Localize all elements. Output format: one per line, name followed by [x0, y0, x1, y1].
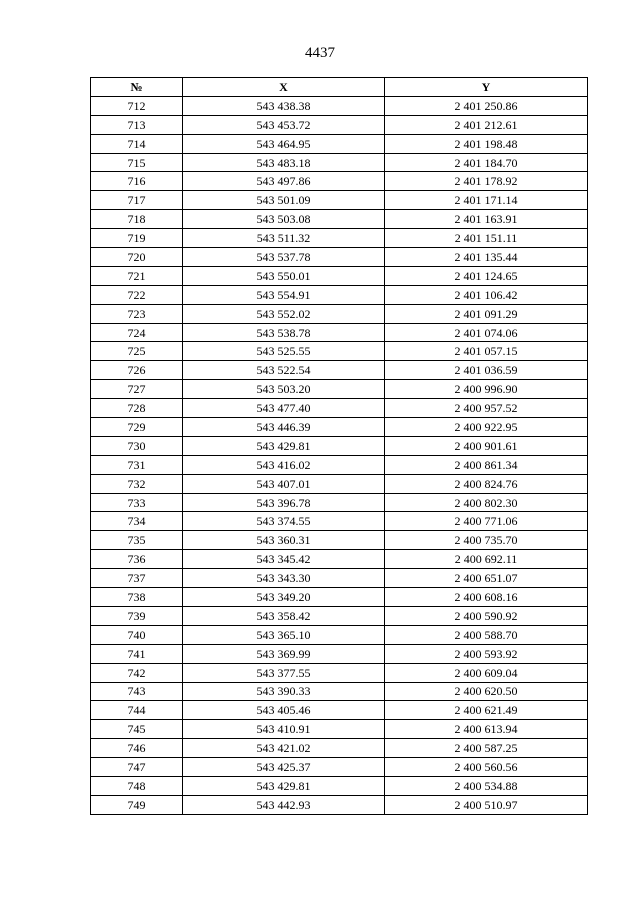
cell-y: 2 400 692.11: [385, 550, 588, 569]
cell-number: 734: [91, 512, 183, 531]
cell-x: 543 374.55: [183, 512, 385, 531]
cell-x: 543 429.81: [183, 776, 385, 795]
table-row: [91, 304, 588, 323]
cell-x: 543 365.10: [183, 625, 385, 644]
cell-x: 543 503.08: [183, 210, 385, 229]
cell-y: 2 400 608.16: [385, 588, 588, 607]
cell-number: 746: [91, 739, 183, 758]
cell-x: 543 550.01: [183, 266, 385, 285]
cell-number: 720: [91, 248, 183, 267]
cell-x: 543 396.78: [183, 493, 385, 512]
cell-y: 2 401 135.44: [385, 248, 588, 267]
cell-number: 741: [91, 644, 183, 663]
cell-number: 728: [91, 399, 183, 418]
table-row: [91, 285, 588, 304]
cell-x: 543 554.91: [183, 285, 385, 304]
cell-y: 2 401 057.15: [385, 342, 588, 361]
cell-y: 2 401 091.29: [385, 304, 588, 323]
cell-x: 543 421.02: [183, 739, 385, 758]
table-row: [91, 342, 588, 361]
cell-y: 2 401 163.91: [385, 210, 588, 229]
cell-number: 744: [91, 701, 183, 720]
cell-y: 2 400 621.49: [385, 701, 588, 720]
cell-x: 543 538.78: [183, 323, 385, 342]
table-row: [91, 550, 588, 569]
table-row: [91, 323, 588, 342]
cell-number: 716: [91, 172, 183, 191]
table-row: [91, 625, 588, 644]
cell-y: 2 401 074.06: [385, 323, 588, 342]
table-row: [91, 134, 588, 153]
cell-number: 732: [91, 474, 183, 493]
cell-x: 543 429.81: [183, 436, 385, 455]
cell-y: 2 400 613.94: [385, 720, 588, 739]
cell-x: 543 442.93: [183, 795, 385, 814]
cell-number: 715: [91, 153, 183, 172]
cell-number: 718: [91, 210, 183, 229]
cell-x: 543 477.40: [183, 399, 385, 418]
cell-y: 2 400 651.07: [385, 569, 588, 588]
cell-number: 731: [91, 455, 183, 474]
table-row: [91, 588, 588, 607]
cell-number: 749: [91, 795, 183, 814]
table-row: [91, 682, 588, 701]
cell-number: 724: [91, 323, 183, 342]
table-row: [91, 758, 588, 777]
table-row: [91, 701, 588, 720]
table-row: [91, 720, 588, 739]
cell-x: 543 483.18: [183, 153, 385, 172]
cell-y: 2 400 560.56: [385, 758, 588, 777]
table-row: [91, 569, 588, 588]
cell-number: 745: [91, 720, 183, 739]
cell-number: 722: [91, 285, 183, 304]
table-row: [91, 380, 588, 399]
table-row: [91, 153, 588, 172]
cell-x: 543 390.33: [183, 682, 385, 701]
table-row: [91, 606, 588, 625]
cell-y: 2 401 171.14: [385, 191, 588, 210]
table-row: [91, 493, 588, 512]
cell-x: 543 497.86: [183, 172, 385, 191]
cell-y: 2 400 996.90: [385, 380, 588, 399]
cell-x: 543 410.91: [183, 720, 385, 739]
table-row: [91, 229, 588, 248]
cell-number: 719: [91, 229, 183, 248]
coordinates-table: [90, 77, 588, 815]
cell-y: 2 400 957.52: [385, 399, 588, 418]
cell-y: 2 400 824.76: [385, 474, 588, 493]
cell-y: 2 400 510.97: [385, 795, 588, 814]
table-row: [91, 436, 588, 455]
table-row: [91, 795, 588, 814]
cell-number: 738: [91, 588, 183, 607]
cell-x: 543 464.95: [183, 134, 385, 153]
header-x: X: [183, 78, 385, 97]
cell-x: 543 416.02: [183, 455, 385, 474]
cell-x: 543 537.78: [183, 248, 385, 267]
cell-number: 733: [91, 493, 183, 512]
cell-number: 736: [91, 550, 183, 569]
cell-x: 543 438.38: [183, 96, 385, 115]
table-row: [91, 739, 588, 758]
table-row: [91, 191, 588, 210]
cell-y: 2 400 609.04: [385, 663, 588, 682]
cell-x: 543 360.31: [183, 531, 385, 550]
cell-number: 727: [91, 380, 183, 399]
table-row: [91, 361, 588, 380]
cell-y: 2 401 198.48: [385, 134, 588, 153]
cell-number: 743: [91, 682, 183, 701]
cell-y: 2 400 588.70: [385, 625, 588, 644]
cell-x: 543 453.72: [183, 115, 385, 134]
cell-y: 2 400 587.25: [385, 739, 588, 758]
table-row: [91, 663, 588, 682]
cell-y: 2 401 184.70: [385, 153, 588, 172]
table-row: [91, 418, 588, 437]
cell-y: 2 401 106.42: [385, 285, 588, 304]
cell-number: 730: [91, 436, 183, 455]
cell-y: 2 400 922.95: [385, 418, 588, 437]
table-row: [91, 644, 588, 663]
cell-x: 543 552.02: [183, 304, 385, 323]
cell-number: 721: [91, 266, 183, 285]
cell-number: 725: [91, 342, 183, 361]
cell-x: 543 511.32: [183, 229, 385, 248]
cell-number: 737: [91, 569, 183, 588]
cell-x: 543 446.39: [183, 418, 385, 437]
cell-x: 543 405.46: [183, 701, 385, 720]
cell-x: 543 407.01: [183, 474, 385, 493]
cell-y: 2 400 861.34: [385, 455, 588, 474]
table-row: [91, 172, 588, 191]
cell-y: 2 401 212.61: [385, 115, 588, 134]
cell-x: 543 349.20: [183, 588, 385, 607]
table-row: [91, 776, 588, 795]
cell-x: 543 358.42: [183, 606, 385, 625]
table-header-row: [91, 78, 588, 97]
table-row: [91, 96, 588, 115]
cell-x: 543 345.42: [183, 550, 385, 569]
cell-y: 2 400 593.92: [385, 644, 588, 663]
table-row: [91, 266, 588, 285]
table-row: [91, 531, 588, 550]
cell-y: 2 400 620.50: [385, 682, 588, 701]
cell-y: 2 401 178.92: [385, 172, 588, 191]
table-row: [91, 210, 588, 229]
cell-y: 2 401 124.65: [385, 266, 588, 285]
table-row: [91, 455, 588, 474]
cell-number: 735: [91, 531, 183, 550]
cell-number: 740: [91, 625, 183, 644]
cell-x: 543 425.37: [183, 758, 385, 777]
cell-y: 2 400 534.88: [385, 776, 588, 795]
header-y: Y: [385, 78, 588, 97]
cell-number: 747: [91, 758, 183, 777]
cell-x: 543 377.55: [183, 663, 385, 682]
cell-x: 543 369.99: [183, 644, 385, 663]
table-row: [91, 399, 588, 418]
page-number: 4437: [305, 45, 335, 61]
table-row: [91, 474, 588, 493]
table-row: [91, 512, 588, 531]
cell-number: 748: [91, 776, 183, 795]
cell-x: 543 503.20: [183, 380, 385, 399]
cell-y: 2 400 802.30: [385, 493, 588, 512]
cell-x: 543 343.30: [183, 569, 385, 588]
table-row: [91, 248, 588, 267]
cell-number: 717: [91, 191, 183, 210]
cell-y: 2 401 151.11: [385, 229, 588, 248]
cell-y: 2 401 036.59: [385, 361, 588, 380]
cell-number: 714: [91, 134, 183, 153]
cell-x: 543 522.54: [183, 361, 385, 380]
cell-x: 543 525.55: [183, 342, 385, 361]
table-row: [91, 115, 588, 134]
cell-number: 712: [91, 96, 183, 115]
header-number: №: [91, 78, 183, 97]
cell-number: 726: [91, 361, 183, 380]
cell-number: 729: [91, 418, 183, 437]
cell-number: 723: [91, 304, 183, 323]
cell-y: 2 401 250.86: [385, 96, 588, 115]
cell-x: 543 501.09: [183, 191, 385, 210]
cell-number: 713: [91, 115, 183, 134]
cell-y: 2 400 901.61: [385, 436, 588, 455]
cell-y: 2 400 590.92: [385, 606, 588, 625]
cell-y: 2 400 735.70: [385, 531, 588, 550]
cell-y: 2 400 771.06: [385, 512, 588, 531]
cell-number: 742: [91, 663, 183, 682]
table-body: [91, 96, 588, 814]
cell-number: 739: [91, 606, 183, 625]
